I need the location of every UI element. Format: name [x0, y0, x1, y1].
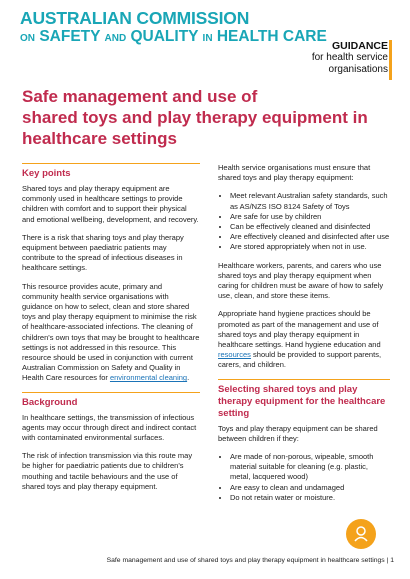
paragraph-text: Appropriate hand hygiene practices should be promoted as part of the management and use of shared toys and play therapy equipment in healthcare settings. Hand hygiene education and [218, 309, 381, 350]
list-item: • Are effectively cleaned and disinfected after use [230, 232, 390, 242]
paragraph-end: should be provided to support parents, carers, and children. [218, 350, 382, 370]
left-column [22, 163, 200, 500]
list-item: • Do not retain water or moisture. [230, 493, 390, 503]
section-rule [22, 163, 200, 164]
right-column [218, 163, 390, 511]
guidance-label [312, 40, 388, 75]
logo-on: ON [20, 32, 35, 44]
list-item: • Meet relevant Australian safety standards, such as AS/NZS ISO 8124 Safety of Toys [230, 191, 390, 211]
key-points-paragraph-3 [22, 282, 200, 384]
guidance-line-2: organisations [328, 63, 388, 75]
background-heading: Background [22, 396, 78, 408]
list-item: • Are made of non-porous, wipeable, smooth material suitable for cleaning (e.g. plastic, metal, lacquered wood) [230, 452, 390, 483]
section-rule [22, 392, 200, 393]
requirements-list [218, 191, 390, 252]
paragraph-text: This resource provides acute, primary and community health service organisations with guidance on how to select, clean and store shared toys and play therapy equipment to minimise the risk of healthcare-associated infections. The cleaning of children's own toys that may be brought to healthcare settings is not addressed in this resource. This resource should be used in conjunction with current Australian Commission on Safety and Quality in Health Care resources for [22, 281, 200, 383]
resources-link[interactable]: resources [218, 350, 251, 360]
paragraph-end: . [187, 373, 190, 383]
logo-healthcare: HEALTH CARE [216, 27, 327, 45]
document-title [22, 86, 382, 149]
awareness-paragraph: Healthcare workers, parents, and carers who use shared toys and play therapy equipment when caring for children must be aware of how to safely use, clean, and store these items. [218, 260, 384, 301]
selection-list [218, 452, 390, 503]
logo-and: AND [104, 32, 127, 44]
logo-line-1: AUSTRALIAN COMMISSION [20, 8, 250, 28]
guidance-title: GUIDANCE [331, 40, 388, 52]
key-points-paragraph-1: Shared toys and play therapy equipment are commonly used in healthcare settings to provide children with comfort and to support their physical and emotional wellbeing, development, and recovery. [22, 184, 199, 224]
title-line-3: healthcare settings [22, 129, 177, 148]
section-rule [218, 379, 390, 380]
key-points-paragraph-2: There is a risk that sharing toys and play therapy equipment between paediatric patients may contribute to the spread of infectious diseases in healthcare settings. [22, 232, 184, 273]
list-item: • Can be effectively cleaned and disinfected [230, 222, 390, 232]
background-paragraph-1: In healthcare settings, the transmission of infectious agents may occur through direct and indirect contact with contaminated environmental surfaces. [22, 412, 197, 443]
list-item: • Are stored appropriately when not in use. [230, 242, 390, 252]
title-line-2: shared toys and play therapy equipment in [22, 108, 368, 127]
key-points-heading: Key points [22, 168, 71, 179]
logo-quality: QUALITY [130, 27, 199, 45]
guidance-accent-bar [389, 40, 392, 80]
background-paragraph-2: The risk of infection transmission via this route may be higher for paediatric patients due to children's mouthing and tactile behaviours and the use of shared toys and play therapy equipment. [22, 451, 193, 491]
logo-in: IN [202, 32, 213, 44]
logo-safety: SAFETY [39, 27, 101, 45]
list-item: • Are safe for use by children [230, 212, 390, 222]
toy-icon [346, 519, 376, 549]
logo-line-2 [20, 29, 327, 45]
title-line-1: Safe management and use of [22, 87, 258, 106]
hand-hygiene-paragraph [218, 309, 390, 370]
guidance-line-1: for health service [311, 52, 388, 63]
page-footer: Safe management and use of shared toys and play therapy equipment in healthcare settings | 1 [106, 557, 394, 564]
selecting-intro: Toys and play therapy equipment can be shared between children if they: [218, 423, 378, 443]
list-item: • Are easy to clean and undamaged [230, 483, 390, 493]
requirements-intro: Health service organisations must ensure that shared toys and play therapy equipment: [218, 163, 371, 183]
commission-logo [20, 10, 327, 44]
selecting-heading: Selecting shared toys and play therapy equipment for the healthcare setting [218, 383, 386, 419]
environmental-cleaning-link[interactable]: environmental cleaning [109, 373, 188, 383]
